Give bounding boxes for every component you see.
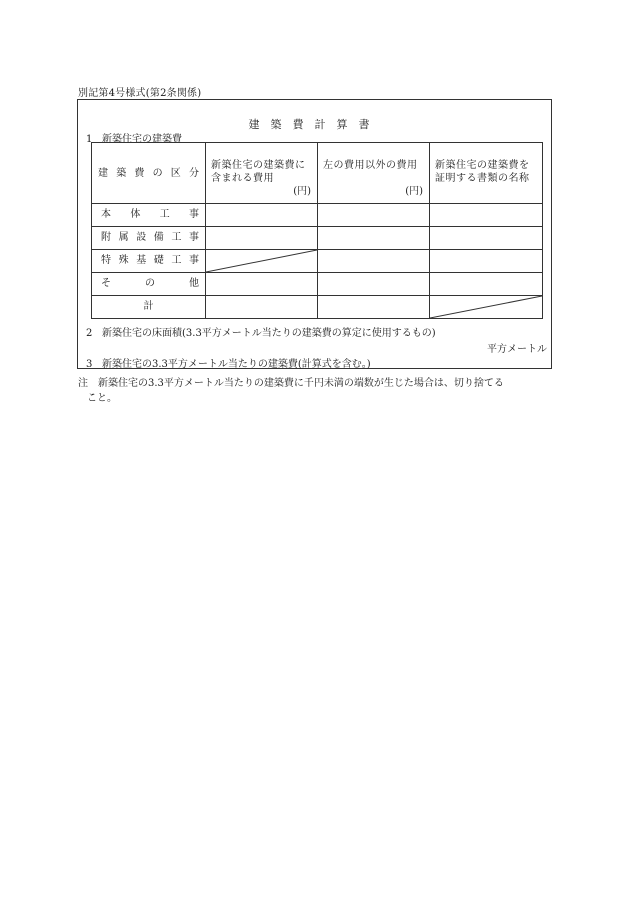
input-cell-cost-included[interactable] bbox=[206, 273, 318, 296]
row-label-cell bbox=[92, 273, 206, 296]
section-3-label: 新築住宅の3.3平方メートル当たりの建築費(計算式を含む。) bbox=[102, 359, 371, 370]
table-row bbox=[92, 227, 543, 250]
row-label: 本体工事 bbox=[101, 209, 199, 220]
table-row bbox=[92, 250, 543, 273]
document-title: 建築費計算書 bbox=[248, 118, 381, 131]
diagonal-strike-line bbox=[206, 250, 317, 272]
section-1-number: 1 bbox=[86, 134, 93, 145]
header-documents: 新築住宅の建築費を証明する書類の名称 bbox=[435, 160, 530, 184]
table-row bbox=[92, 273, 543, 296]
header-documents-cell bbox=[430, 143, 543, 204]
footnote-continuation: こと。 bbox=[87, 393, 117, 404]
table-row-total bbox=[92, 296, 543, 319]
footnote-text: 新築住宅の3.3平方メートル当たりの建築費に千円未満の端数が生じた場合は、切り捨てる bbox=[98, 378, 504, 389]
input-cell-documents[interactable] bbox=[430, 227, 543, 250]
form-label: 別記第4号様式(第2条関係) bbox=[78, 88, 202, 99]
header-cost-included: 新築住宅の建築費に含まれる費用 bbox=[211, 160, 306, 184]
section-2-label: 新築住宅の床面積(3.3平方メートル当たりの建築費の算定に使用するもの) bbox=[102, 328, 436, 339]
row-label-cell bbox=[92, 204, 206, 227]
header-category: 建築費の区分 bbox=[98, 167, 199, 179]
table-header-row bbox=[92, 143, 543, 204]
input-cell-cost-included[interactable] bbox=[206, 296, 318, 319]
diagonal-strike-line bbox=[430, 296, 542, 318]
input-cell-cost-included[interactable] bbox=[206, 204, 318, 227]
section-1-label: 新築住宅の建築費 bbox=[102, 134, 182, 145]
section-2-heading bbox=[86, 324, 436, 339]
input-cell-documents[interactable] bbox=[430, 204, 543, 227]
section-2-number: 2 bbox=[86, 328, 93, 339]
row-label-cell bbox=[92, 227, 206, 250]
header-cost-other-unit: (円) bbox=[405, 186, 423, 197]
row-label: そ の 他 bbox=[101, 278, 199, 289]
header-cost-included-unit: (円) bbox=[293, 186, 311, 197]
section-3-heading bbox=[86, 355, 371, 370]
footnote bbox=[78, 376, 554, 406]
input-cell-documents[interactable] bbox=[430, 273, 543, 296]
row-label: 附属設備工事 bbox=[101, 232, 199, 243]
struck-out-cell bbox=[430, 296, 543, 319]
header-cost-other-cell bbox=[318, 143, 430, 204]
input-cell-cost-other[interactable] bbox=[318, 204, 430, 227]
floor-area-unit: 平方メートル bbox=[487, 344, 547, 355]
row-label-total: 計 bbox=[143, 301, 154, 312]
footnote-mark: 注 bbox=[78, 378, 88, 389]
row-label-cell bbox=[92, 250, 206, 273]
section-3-number: 3 bbox=[86, 359, 93, 370]
header-category-cell bbox=[92, 143, 206, 204]
input-cell-cost-other[interactable] bbox=[318, 296, 430, 319]
input-cell-cost-other[interactable] bbox=[318, 273, 430, 296]
input-cell-cost-other[interactable] bbox=[318, 250, 430, 273]
header-cost-included-cell bbox=[206, 143, 318, 204]
row-label-cell bbox=[92, 296, 206, 319]
input-cell-cost-included[interactable] bbox=[206, 227, 318, 250]
struck-out-cell bbox=[206, 250, 318, 273]
input-cell-documents[interactable] bbox=[430, 250, 543, 273]
form-frame bbox=[77, 99, 552, 369]
table-row bbox=[92, 204, 543, 227]
header-cost-other: 左の費用以外の費用 bbox=[323, 160, 418, 171]
input-cell-cost-other[interactable] bbox=[318, 227, 430, 250]
construction-cost-table bbox=[91, 142, 543, 319]
row-label: 特殊基礎工事 bbox=[101, 255, 199, 266]
